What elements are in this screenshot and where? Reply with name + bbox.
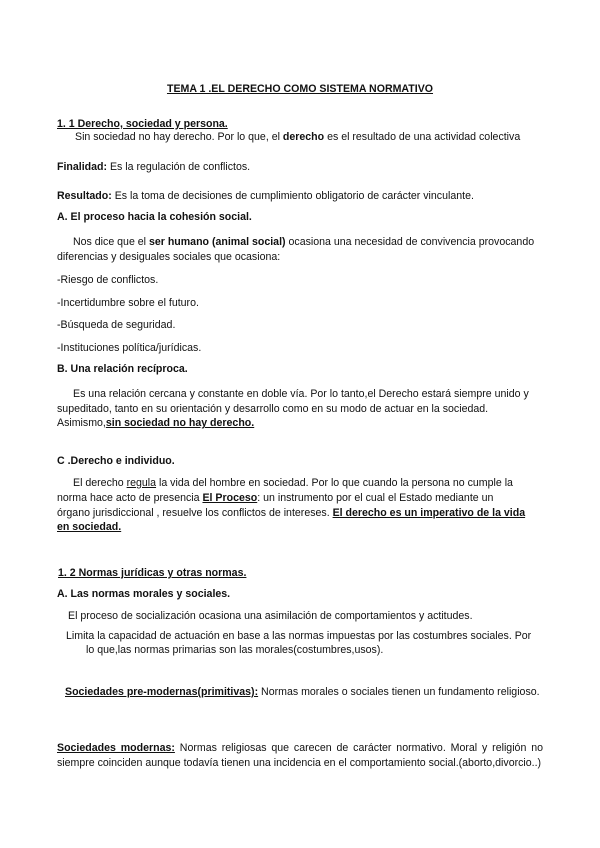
- finalidad-line: [57, 160, 250, 175]
- text-run: la vida del hombre en sociedad. Por lo que cuando la persona no cumple la: [156, 477, 513, 489]
- text-run: Asimismo,: [57, 417, 106, 429]
- subsection-a-line-1: [73, 235, 534, 250]
- subsection-b-heading: B. Una relación recíproca.: [57, 363, 188, 375]
- text-run-bold-underline: sin sociedad no hay derecho.: [105, 417, 255, 429]
- finalidad-label: Finalidad:: [57, 161, 108, 173]
- text-run: es el resultado de una actividad colectiva: [324, 131, 521, 143]
- section-2-heading: 1. 2 Normas jurídicas y otras normas.: [58, 567, 247, 579]
- list-item: -Riesgo de conflictos.: [57, 274, 159, 286]
- list-item: -Búsqueda de seguridad.: [57, 319, 176, 331]
- text-run-underline: regula: [126, 477, 157, 489]
- list-item: -Incertidumbre sobre el futuro.: [57, 297, 199, 309]
- text-run-bold-underline: El Proceso: [202, 492, 258, 504]
- resultado-line: [57, 189, 474, 204]
- subsection-c-line-3: [57, 506, 525, 521]
- resultado-text: Es la toma de decisiones de cumplimiento obligatorio de carácter vinculante.: [111, 190, 474, 202]
- subsection-c-heading: C .Derecho e individuo.: [57, 455, 175, 467]
- text-run: ocasiona una necesidad de convivencia provocando: [285, 236, 535, 248]
- finalidad-text: Es la regulación de conflictos.: [107, 161, 251, 173]
- text-run-bold-underline: El derecho es un imperativo de la vida: [332, 507, 526, 519]
- section-2-paragraph-1: El proceso de socialización ocasiona una asimilación de comportamientos y actitudes.: [68, 610, 473, 622]
- resultado-label: Resultado:: [57, 190, 112, 202]
- subsection-b-line-1: Es una relación cercana y constante en doble vía. Por lo tanto,el Derecho estará siempre unido y: [73, 388, 529, 400]
- section-1-heading: 1. 1 Derecho, sociedad y persona.: [57, 118, 228, 130]
- text-run-bold: ser humano (animal social): [148, 236, 286, 248]
- text-run: Sin sociedad no hay derecho. Por lo que, el: [75, 131, 283, 143]
- subsection-a-heading: A. El proceso hacia la cohesión social.: [57, 211, 252, 223]
- premodern-paragraph: [57, 685, 543, 700]
- subsection-b-line-3: [57, 416, 254, 431]
- modern-text: Normas religiosas que carecen de carácter normativo. Moral y religión no siempre coinciden aunque todavía tienen una incidencia en el comportamiento social.(aborto,divorcio..): [57, 742, 543, 769]
- text-run: norma hace acto de presencia: [57, 492, 203, 504]
- list-item: -Instituciones política/jurídicas.: [57, 342, 202, 354]
- section-2-paragraph-2-line-2: lo que,las normas primarias son las morales(costumbres,usos).: [86, 644, 384, 656]
- subsection-c-line-1: [73, 476, 513, 491]
- document-title: TEMA 1 .EL DERECHO COMO SISTEMA NORMATIVO: [166, 83, 434, 95]
- subsection-c-line-4: en sociedad.: [57, 521, 122, 533]
- subsection-a-line-2: diferencias y desiguales sociales que ocasiona:: [57, 251, 281, 263]
- section-2-paragraph-2-line-1: Limita la capacidad de actuación en base a las normas impuestas por las costumbres sociales. Por: [66, 630, 532, 642]
- section-2-subsection-a-heading: A. Las normas morales y sociales.: [57, 588, 231, 600]
- modern-label: Sociedades modernas:: [57, 742, 175, 754]
- premodern-label: Sociedades pre-modernas(primitivas):: [65, 686, 259, 698]
- text-run: El derecho: [73, 477, 127, 489]
- text-run-bold: derecho: [282, 131, 325, 143]
- text-run: : un instrumento por el cual el Estado mediante un: [257, 492, 494, 504]
- text-run: órgano jurisdiccional , resuelve los conflictos de intereses.: [57, 507, 333, 519]
- modern-paragraph: [57, 741, 543, 770]
- text-run: Nos dice que el: [73, 236, 149, 248]
- subsection-c-line-2: [57, 491, 493, 506]
- premodern-text: Normas morales o sociales tienen un fundamento religioso.: [258, 686, 540, 698]
- subsection-b-line-2: supeditado, tanto en su orientación y desarrollo como en su modo de actuar en la sociedad.: [57, 403, 489, 415]
- section-1-intro: [75, 130, 520, 145]
